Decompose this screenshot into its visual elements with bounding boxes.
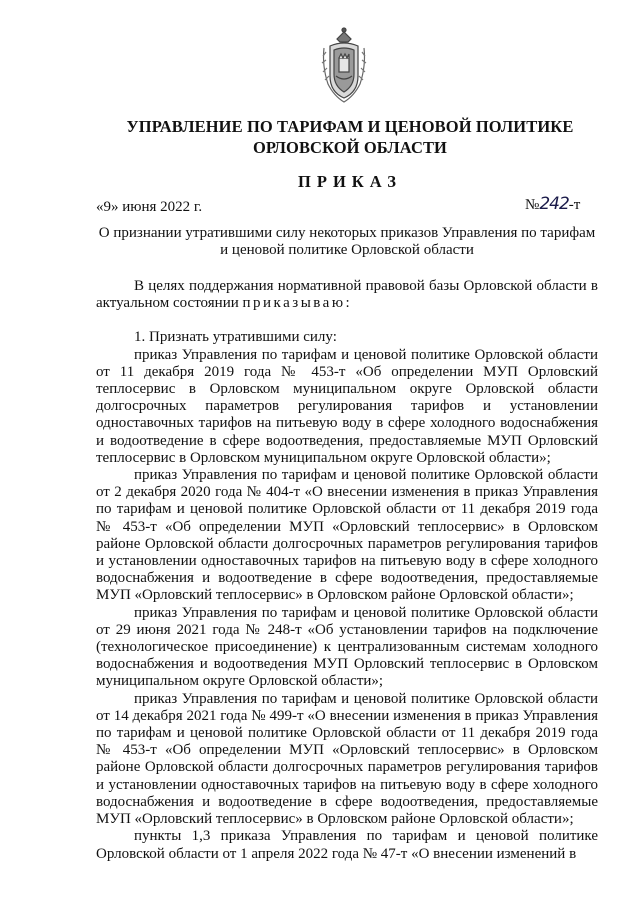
- order-number-suffix: -т: [568, 197, 581, 213]
- revoked-order-1: приказ Управления по тарифам и ценовой политике Орловской области от 11 декабря 2019 года № 453-т «Об определении МУП Орловский теплосервис в Орловском муниципальном округе Орловской области долгосрочных параметров регулирования тарифов и установлении одноставочных тарифов на питьевую воду в сфере холодного водоснабжения и водоотведение в сфере водоотведения, предоставляемые МУП Орловский теплосервис в Орловском муниципальном округе Орловской области»;: [96, 346, 598, 466]
- intro-end: :: [345, 295, 350, 312]
- revoked-order-4: приказ Управления по тарифам и ценовой политике Орловской области от 14 декабря 2021 года № 499-т «О внесении изменения в приказ Управления по тарифам и ценовой политике Орловской области от 11 декабря 2019 года № 453-т «Об определении МУП «Орловский теплосервис» в Орловском районе Орловской области долгосрочных параметров регулирования тарифов и установлении одноставочных тарифов на питьевую воду в сфере холодного водоснабжения и водоотведение в сфере водоотведения, предоставляемые МУП «Орловский теплосервис» в Орловском районе Орловской области»;: [96, 690, 598, 828]
- organization-name-line1: УПРАВЛЕНИЕ ПО ТАРИФАМ И ЦЕНОВОЙ ПОЛИТИКЕ: [126, 117, 574, 136]
- intro-order-word: приказываю: [242, 295, 346, 312]
- intro-text: В целях поддержания нормативной правовой базы Орловской области в актуальном состоянии: [96, 278, 598, 312]
- document-type-title: ПРИКАЗ: [298, 172, 402, 191]
- order-number-prefix: №: [525, 197, 540, 213]
- intro-paragraph: [96, 278, 598, 312]
- order-date: «9» июня 2022 г.: [96, 199, 203, 215]
- organization-name-line2: ОРЛОВСКОЙ ОБЛАСТИ: [252, 138, 447, 157]
- coat-of-arms-emblem: [320, 26, 368, 104]
- revoked-order-3: приказ Управления по тарифам и ценовой политике Орловской области от 29 июня 2021 года № 248-т «Об установлении тарифов на подключение (технологическое присоединение) к централизованным системам холодного водоснабжения и водоотведения МУП Орловский теплосервис в Орловском муниципальном округе Орловской области»;: [96, 604, 598, 690]
- item1-heading: 1. Признать утратившими силу:: [134, 329, 337, 346]
- order-number-handwritten: 242: [539, 194, 569, 214]
- order-subject: О признании утратившими силу некоторых приказов Управления по тарифам и ценовой политике Орловской области: [98, 225, 596, 258]
- revoked-order-5: пункты 1,3 приказа Управления по тарифам и ценовой политике Орловской области от 1 апреля 2022 года № 47-т «О внесении изменений в: [96, 828, 598, 862]
- order-number: [525, 194, 580, 214]
- revoked-order-2: приказ Управления по тарифам и ценовой политике Орловской области от 2 декабря 2020 года № 404-т «О внесении изменения в приказ Управления по тарифам и ценовой политике Орловской области от 11 декабря 2019 года № 453-т «Об определении МУП «Орловский теплосервис» в Орловском районе Орловской области долгосрочных параметров регулирования тарифов и установлении одноставочных тарифов на питьевую воду в сфере холодного водоснабжения и водоотведение в сфере водоотведения, предоставляемые МУП «Орловский теплосервис» в Орловском районе Орловской области»;: [96, 467, 598, 604]
- order-body: [96, 278, 598, 863]
